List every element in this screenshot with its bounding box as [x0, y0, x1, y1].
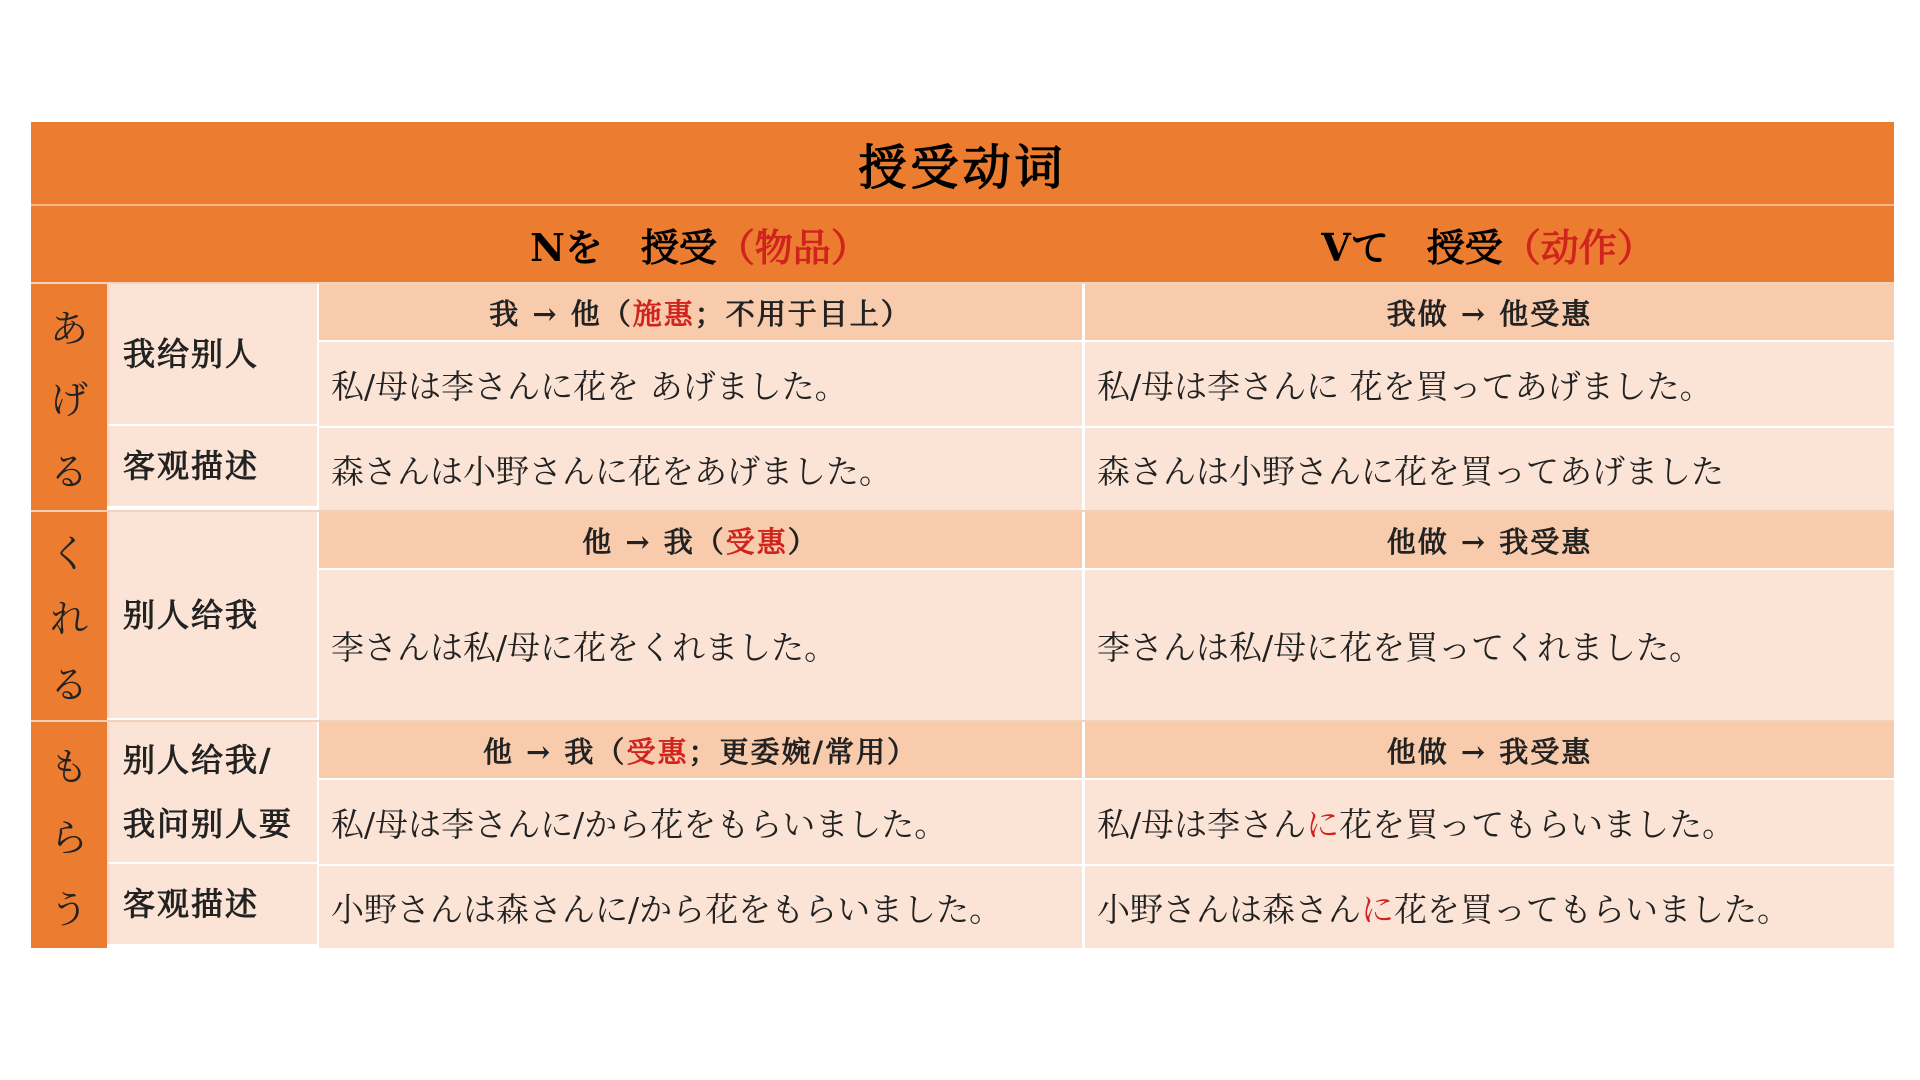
highlight-text: 施惠: [632, 296, 695, 331]
text-part: 我 → 他（: [489, 296, 633, 331]
text-part: 私/母は李さんに花を あげました。: [331, 366, 848, 406]
usage-header-objects: [317, 284, 1082, 340]
kana-char: う: [49, 887, 88, 932]
highlight-text: に: [1306, 804, 1340, 844]
kana-char: あ: [49, 307, 88, 352]
column-header-actions: Vて 授受（动作）: [1321, 224, 1655, 270]
text-part: 李さんは私/母に花を買ってくれました。: [1097, 627, 1703, 667]
verb-group-morau: [31, 720, 1894, 948]
usage-header-row: [317, 284, 1894, 340]
text-part: 他 → 我（: [582, 524, 726, 559]
text-part: 私/母は李さんに 花を買ってあげました。: [1097, 366, 1713, 406]
kana-char: も: [49, 745, 88, 790]
table-body: [31, 282, 1894, 948]
example-objects: [317, 866, 1082, 948]
usage-header-row: [317, 722, 1894, 778]
text-part: ；更委婉/常用）: [688, 734, 919, 769]
verb-group-content: [107, 284, 1894, 510]
row-label: 别人给我: [107, 512, 317, 718]
example-row: [317, 340, 1894, 426]
text-part: 小野さんは森さんに/から花をもらいました。: [331, 889, 1003, 929]
usage-header-actions: [1082, 284, 1894, 340]
example-objects: [317, 342, 1082, 426]
column-header-objects: Nを 授受（物品）: [530, 224, 869, 270]
text-part: 小野さんは森さん: [1097, 889, 1361, 929]
example-cells: [317, 284, 1894, 510]
usage-header-actions: [1082, 722, 1894, 778]
text-part: 他 → 我（: [482, 734, 627, 769]
kana-char: る: [49, 662, 88, 707]
usage-header-objects: [317, 512, 1082, 568]
text-part: 花を買ってもらいました。: [1394, 889, 1790, 929]
text-part: 花を買ってもらいました。: [1339, 804, 1736, 844]
kana-char: れ: [49, 597, 88, 642]
text-part: ）: [787, 524, 819, 559]
example-objects: [317, 428, 1082, 510]
example-objects: [317, 570, 1082, 720]
label-column: [107, 512, 317, 720]
example-cells: [317, 512, 1894, 720]
grammar-table: [31, 122, 1894, 948]
label-column: [107, 722, 317, 948]
table-title-bar: [31, 122, 1894, 206]
kana-char: く: [49, 532, 88, 577]
text-part: 森さんは小野さんに花を買ってあげました: [1097, 451, 1724, 491]
example-row: [317, 864, 1894, 948]
example-row: [317, 426, 1894, 510]
row-label: 客观描述: [107, 862, 317, 944]
text-part: 森さんは小野さんに花をあげました。: [331, 451, 892, 491]
verb-group-content: [107, 512, 1894, 720]
example-cells: [317, 722, 1894, 948]
verb-kana-column: [31, 284, 107, 510]
example-actions: [1082, 428, 1894, 510]
example-actions: [1082, 780, 1894, 864]
verb-kana-column: [31, 512, 107, 720]
usage-header-actions: [1082, 512, 1894, 568]
example-objects: [317, 780, 1082, 864]
text-part: ；不用于目上）: [694, 296, 912, 331]
highlight-text: 受惠: [626, 734, 689, 769]
row-label: 客观描述: [107, 424, 317, 506]
example-row: [317, 568, 1894, 720]
verb-group-kureru: [31, 510, 1894, 720]
kana-char: げ: [49, 378, 88, 423]
kana-char: る: [49, 449, 88, 494]
highlight-text: に: [1361, 889, 1394, 929]
usage-header-row: [317, 512, 1894, 568]
verb-group-content: [107, 722, 1894, 948]
verb-kana-column: [31, 722, 107, 948]
column-header-bar: [31, 206, 1894, 282]
label-column: [107, 284, 317, 510]
example-actions: [1082, 570, 1894, 720]
example-actions: [1082, 342, 1894, 426]
text-part: 私/母は李さんに/から花をもらいました。: [331, 804, 948, 844]
text-part: 私/母は李さん: [1097, 804, 1307, 844]
row-label: 别人给我/ 我问别人要: [107, 722, 317, 862]
text-part: 他做 → 我受惠: [1386, 734, 1593, 769]
highlight-text: 受惠: [725, 524, 788, 559]
text-part: 李さんは私/母に花をくれました。: [331, 627, 838, 667]
table-title: 授受动词: [858, 139, 1067, 196]
kana-char: ら: [49, 816, 88, 861]
example-row: [317, 778, 1894, 864]
text-part: 我做 → 他受惠: [1386, 296, 1593, 331]
example-actions: [1082, 866, 1894, 948]
row-label: 我给别人: [107, 284, 317, 424]
usage-header-objects: [317, 722, 1082, 778]
verb-group-ageru: [31, 282, 1894, 510]
text-part: 他做 → 我受惠: [1386, 524, 1593, 559]
